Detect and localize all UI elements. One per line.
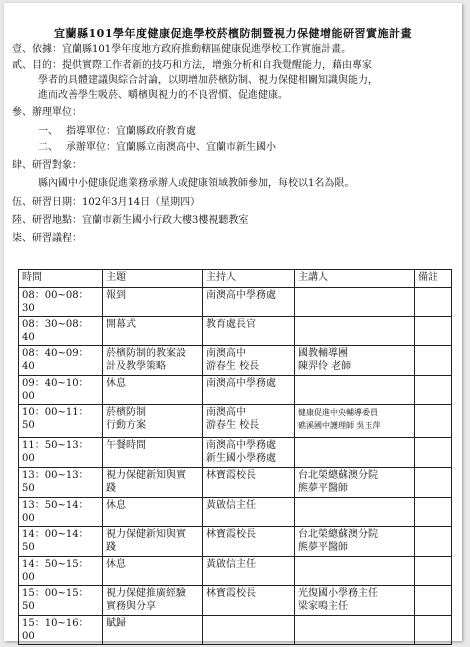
body-line: [12, 43, 351, 56]
cell-speaker-line: 熊夢平醫師: [298, 483, 348, 494]
agenda-row: [19, 586, 452, 616]
cell-speaker: [295, 557, 415, 586]
section-label: 陸、: [12, 215, 32, 226]
cell-speaker: [295, 498, 415, 527]
cell-speaker: [295, 317, 415, 346]
cell-topic: [103, 405, 203, 438]
cell-host: [203, 288, 295, 317]
cell-host: [203, 498, 295, 527]
cell-speaker-line: 光復國小學務主任: [298, 588, 378, 599]
cell-time: 15：10~16：00: [19, 616, 103, 645]
cell-topic: [103, 468, 203, 498]
body-line: [12, 59, 372, 72]
section-text: 指導單位：宜蘭縣政府教育處: [66, 126, 196, 137]
cell-host: [203, 468, 295, 498]
cell-topic-line: 報到: [106, 290, 126, 301]
cell-speaker: [295, 586, 415, 616]
cell-note: [415, 527, 452, 557]
header-time: 時間: [19, 270, 103, 288]
agenda-row: [19, 317, 452, 346]
section-text: 辦理單位：: [32, 107, 82, 118]
cell-note: [415, 438, 452, 468]
section-text: 研習地點：宜蘭市新生國小行政大樓3樓視聽教室: [32, 215, 249, 226]
cell-time: 11：50~13：00: [19, 438, 103, 468]
agenda-row: [19, 616, 452, 645]
section-label: 壹、: [12, 44, 32, 55]
cell-host-line: 南澳高中學務處: [206, 378, 276, 389]
cell-topic: [103, 376, 203, 405]
cell-speaker-line: 健康促進中央輔導委員: [298, 408, 378, 417]
cell-speaker-line: 台北榮總蘇澳分院: [298, 529, 378, 540]
agenda-header-row: [19, 270, 452, 288]
cell-note: [415, 405, 452, 438]
section-label: 肆、: [12, 160, 32, 171]
cell-time: 14：50~15：00: [19, 557, 103, 586]
section-label: 一、: [38, 126, 58, 137]
body-line: [12, 159, 82, 172]
cell-host: [203, 438, 295, 468]
section-text: 依據：宜蘭縣101學年度地方政府推動轄區健康促進學校工作實施計畫。: [32, 44, 352, 55]
cell-time: 08：40~09：40: [19, 346, 103, 376]
section-text: 承辦單位：宜蘭縣立南澳高中、宜蘭市新生國小: [66, 142, 276, 153]
cell-host: [203, 317, 295, 346]
agenda-row: [19, 527, 452, 557]
cell-topic: [103, 346, 203, 376]
header-topic: 主題: [103, 270, 203, 288]
document-title: 宜蘭縣101學年度健康促進學校菸檳防制暨視力保健增能研習實施計畫: [54, 27, 412, 40]
section-text: 研習對象：: [32, 160, 82, 171]
cell-host: [203, 346, 295, 376]
agenda-row: [19, 498, 452, 527]
cell-speaker-line: 熊夢平醫師: [298, 542, 348, 553]
cell-time: 13：50~14：00: [19, 498, 103, 527]
section-text: 縣內國中小健康促進業務承辦人或健康領域教師參加，每校以1名為限。: [38, 178, 355, 189]
agenda-row: [19, 288, 452, 317]
body-line: [12, 106, 82, 119]
cell-host: [203, 376, 295, 405]
cell-speaker: [295, 346, 415, 376]
cell-time: 09：40~10：00: [19, 376, 103, 405]
cell-topic-line: 休息: [106, 378, 126, 389]
cell-speaker: [295, 616, 415, 645]
cell-topic-line: 開幕式: [106, 319, 136, 330]
cell-host: [203, 557, 295, 586]
agenda-row: [19, 438, 452, 468]
cell-speaker: [295, 405, 415, 438]
cell-speaker: [295, 438, 415, 468]
cell-host: [203, 405, 295, 438]
cell-host-line: 黃啟信主任: [206, 559, 256, 570]
cell-topic-line: 休息: [106, 500, 126, 511]
section-text: 目的：提供實際工作者新的技巧和方法，增強分析和自我覺醒能力，藉由專家: [32, 60, 372, 71]
cell-host-line: 林寶霞校長: [206, 588, 256, 599]
cell-speaker-line: 礁溪國中護理師 吳玉萍: [298, 421, 381, 430]
section-text: 研習日期：102年3月14日（星期四）: [32, 197, 201, 208]
agenda-row: [19, 346, 452, 376]
cell-note: [415, 586, 452, 616]
cell-time: 08：00~08：30: [19, 288, 103, 317]
section-text: 學者的具體建議與綜合討論，以期增加菸檳防制、視力保健相關知識與能力，: [38, 75, 378, 86]
section-label: 柒、: [12, 233, 32, 244]
cell-note: [415, 346, 452, 376]
cell-host-line: 南澳高中: [206, 348, 246, 359]
body-line: [38, 125, 196, 138]
cell-host-line: 新生國小學務處: [206, 453, 276, 464]
cell-topic-line: 實務與分享: [106, 601, 156, 612]
cell-speaker: [295, 376, 415, 405]
cell-time: 10：00~11：50: [19, 405, 103, 438]
cell-topic-line: 計及教學策略: [106, 361, 166, 372]
body-line: [38, 177, 354, 190]
cell-topic-line: 踐: [106, 483, 116, 494]
cell-topic: [103, 498, 203, 527]
cell-note: [415, 616, 452, 645]
section-text: 研習議程：: [32, 233, 82, 244]
cell-topic: [103, 586, 203, 616]
cell-topic-line: 賦歸: [106, 618, 126, 629]
cell-speaker: [295, 288, 415, 317]
cell-topic-line: 菸檳防制的教案設: [106, 348, 186, 359]
cell-topic: [103, 317, 203, 346]
cell-host-line: 林寶霞校長: [206, 529, 256, 540]
agenda-row: [19, 468, 452, 498]
cell-speaker: [295, 468, 415, 498]
cell-topic: [103, 557, 203, 586]
cell-host-line: 林寶霞校長: [206, 470, 256, 481]
agenda-row: [19, 376, 452, 405]
cell-speaker-line: 陳羿伶 老師: [298, 361, 352, 372]
cell-host: [203, 616, 295, 645]
cell-topic-line: 視力保健新知與實: [106, 470, 186, 481]
cell-host: [203, 586, 295, 616]
cell-speaker: [295, 527, 415, 557]
cell-topic-line: 視力保健推廣經驗: [106, 588, 186, 599]
header-note: 備註: [415, 270, 452, 288]
cell-host-line: 游春生 校長: [206, 361, 260, 372]
body-line: [12, 196, 200, 209]
cell-topic: [103, 527, 203, 557]
cell-time: 15：00~15：50: [19, 586, 103, 616]
cell-topic-line: 視力保健新知與實: [106, 529, 186, 540]
body-line: [38, 74, 378, 87]
cell-topic-line: 踐: [106, 542, 116, 553]
section-label: 伍、: [12, 197, 32, 208]
cell-speaker-line: 國教輔導團: [298, 348, 348, 359]
cell-time: 14：00~14：50: [19, 527, 103, 557]
cell-host-line: 教育處長官: [206, 319, 256, 330]
agenda-row: [19, 557, 452, 586]
cell-speaker-line: 台北榮總蘇澳分院: [298, 470, 378, 481]
section-text: 進而改善學生吸菸、嚼檳與視力的不良習慣、促進健康。: [38, 90, 288, 101]
cell-topic-line: 午餐時間: [106, 440, 146, 451]
cell-note: [415, 376, 452, 405]
cell-note: [415, 317, 452, 346]
body-line: [38, 141, 276, 154]
cell-host-line: 南澳高中: [206, 407, 246, 418]
cell-topic: [103, 288, 203, 317]
cell-note: [415, 288, 452, 317]
cell-topic-line: 行動方案: [106, 420, 146, 431]
cell-host-line: 游春生 校長: [206, 420, 260, 431]
header-host: 主持人: [203, 270, 295, 288]
cell-topic: [103, 438, 203, 468]
cell-speaker-line: 梁家鳴主任: [298, 601, 348, 612]
cell-topic-line: 休息: [106, 559, 126, 570]
cell-host-line: 黃啟信主任: [206, 500, 256, 511]
body-line: [12, 214, 248, 227]
section-label: 貳、: [12, 60, 32, 71]
cell-host-line: 南澳高中學務處: [206, 290, 276, 301]
cell-topic: [103, 616, 203, 645]
body-line: [12, 232, 82, 245]
cell-note: [415, 468, 452, 498]
agenda-table: [18, 269, 452, 645]
cell-host: [203, 527, 295, 557]
cell-time: 13：00~13：50: [19, 468, 103, 498]
cell-time: 08：30~08：40: [19, 317, 103, 346]
header-speaker: 主講人: [295, 270, 415, 288]
cell-topic-line: 菸檳防制: [106, 407, 146, 418]
document-page: [4, 3, 462, 641]
agenda-row: [19, 405, 452, 438]
section-label: 參、: [12, 107, 32, 118]
body-line: [38, 89, 288, 102]
cell-host-line: 南澳高中學務處: [206, 440, 276, 451]
cell-note: [415, 557, 452, 586]
section-label: 二、: [38, 142, 58, 153]
cell-note: [415, 498, 452, 527]
